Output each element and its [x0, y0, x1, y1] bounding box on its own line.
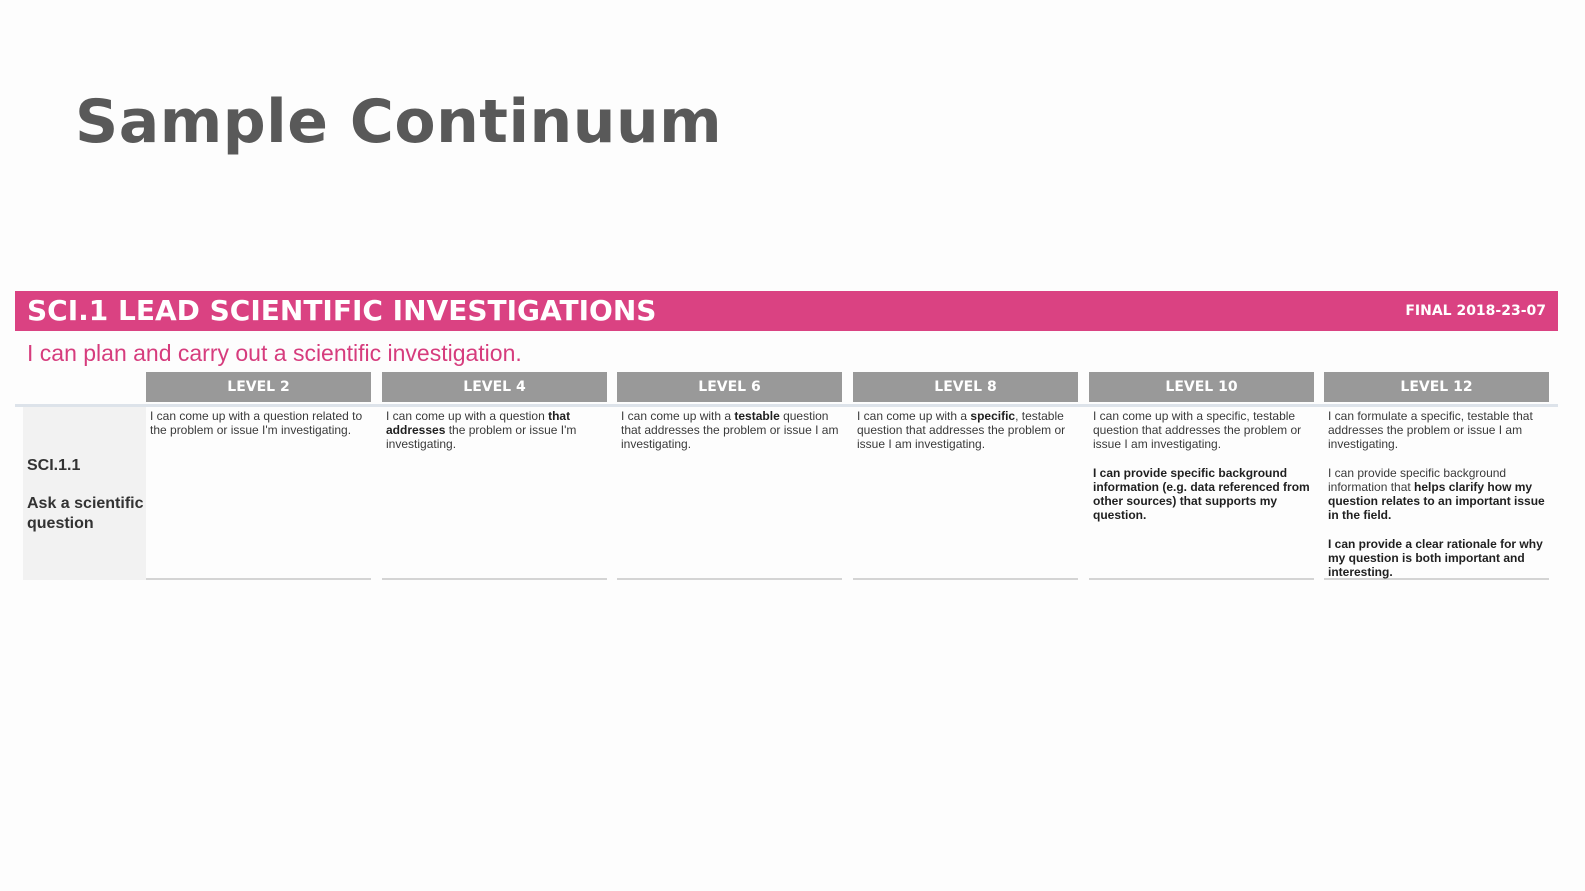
- cell-text: I can come up with a specific, testable question that addresses the problem or issue I am investigating.: [1093, 409, 1302, 452]
- cell-text: I can formulate a specific, testable that addresses the problem or issue I am investigating.: [1328, 409, 1533, 452]
- slide-title: Sample Continuum: [75, 87, 723, 157]
- level-header-2: LEVEL 2: [146, 372, 371, 402]
- level-12-cell: [1324, 407, 1549, 580]
- cell-paragraph: [857, 409, 1075, 452]
- level-8-cell: [853, 407, 1078, 580]
- cell-paragraph: [1093, 409, 1311, 452]
- cell-text: I can provide specific background information that: [1328, 465, 1507, 494]
- level-6-cell: [617, 407, 842, 580]
- level-header-8: LEVEL 8: [853, 372, 1078, 402]
- cell-text: I can come up with a question related to the problem or issue I'm investigating.: [150, 409, 363, 438]
- level-header-4: LEVEL 4: [382, 372, 607, 402]
- cell-text-bold: helps clarify how my question relates to an important issue in the field.: [1328, 480, 1545, 523]
- row-label: [23, 407, 146, 580]
- cell-text-bold: that addresses: [386, 409, 571, 438]
- standard-banner: [15, 291, 1558, 331]
- cell-paragraph: [1328, 466, 1546, 523]
- cell-paragraph: [386, 409, 604, 452]
- cell-paragraph: [621, 409, 839, 452]
- level-header-10: LEVEL 10: [1089, 372, 1314, 402]
- cell-paragraph: [1328, 409, 1546, 452]
- level-10-cell: [1089, 407, 1314, 580]
- version-tag: FINAL 2018-23-07: [1405, 303, 1546, 319]
- cell-text: question that addresses the problem or issue I am investigating.: [621, 409, 839, 452]
- cell-text-bold: I can provide a clear rationale for why my question is both important and interesting.: [1328, 536, 1543, 580]
- cell-text-bold: testable: [734, 409, 780, 423]
- level-header-6: LEVEL 6: [617, 372, 842, 402]
- cell-paragraph: [1093, 466, 1311, 523]
- cell-text: I can come up with a: [621, 409, 735, 423]
- cell-text: I can come up with a: [857, 409, 971, 423]
- cell-text: the problem or issue I'm investigating.: [386, 423, 577, 452]
- standard-statement: I can plan and carry out a scientific investigation.: [27, 340, 522, 366]
- cell-paragraph: [1328, 537, 1546, 580]
- level-4-cell: [382, 407, 607, 580]
- cell-paragraph: [150, 409, 368, 437]
- row-name: Ask a scientific question: [27, 495, 144, 532]
- cell-text: I can come up with a question: [386, 409, 549, 423]
- cell-text-bold: I can provide specific background information (e.g. data referenced from other sources) that supports my question.: [1093, 465, 1310, 523]
- row-code: SCI.1.1: [27, 457, 81, 474]
- standard-title: SCI.1 LEAD SCIENTIFIC INVESTIGATIONS: [27, 294, 657, 327]
- level-2-cell: [146, 407, 371, 580]
- level-header-12: LEVEL 12: [1324, 372, 1549, 402]
- cell-text-bold: specific: [970, 409, 1016, 423]
- cell-text: , testable question that addresses the problem or issue I am investigating.: [857, 409, 1066, 452]
